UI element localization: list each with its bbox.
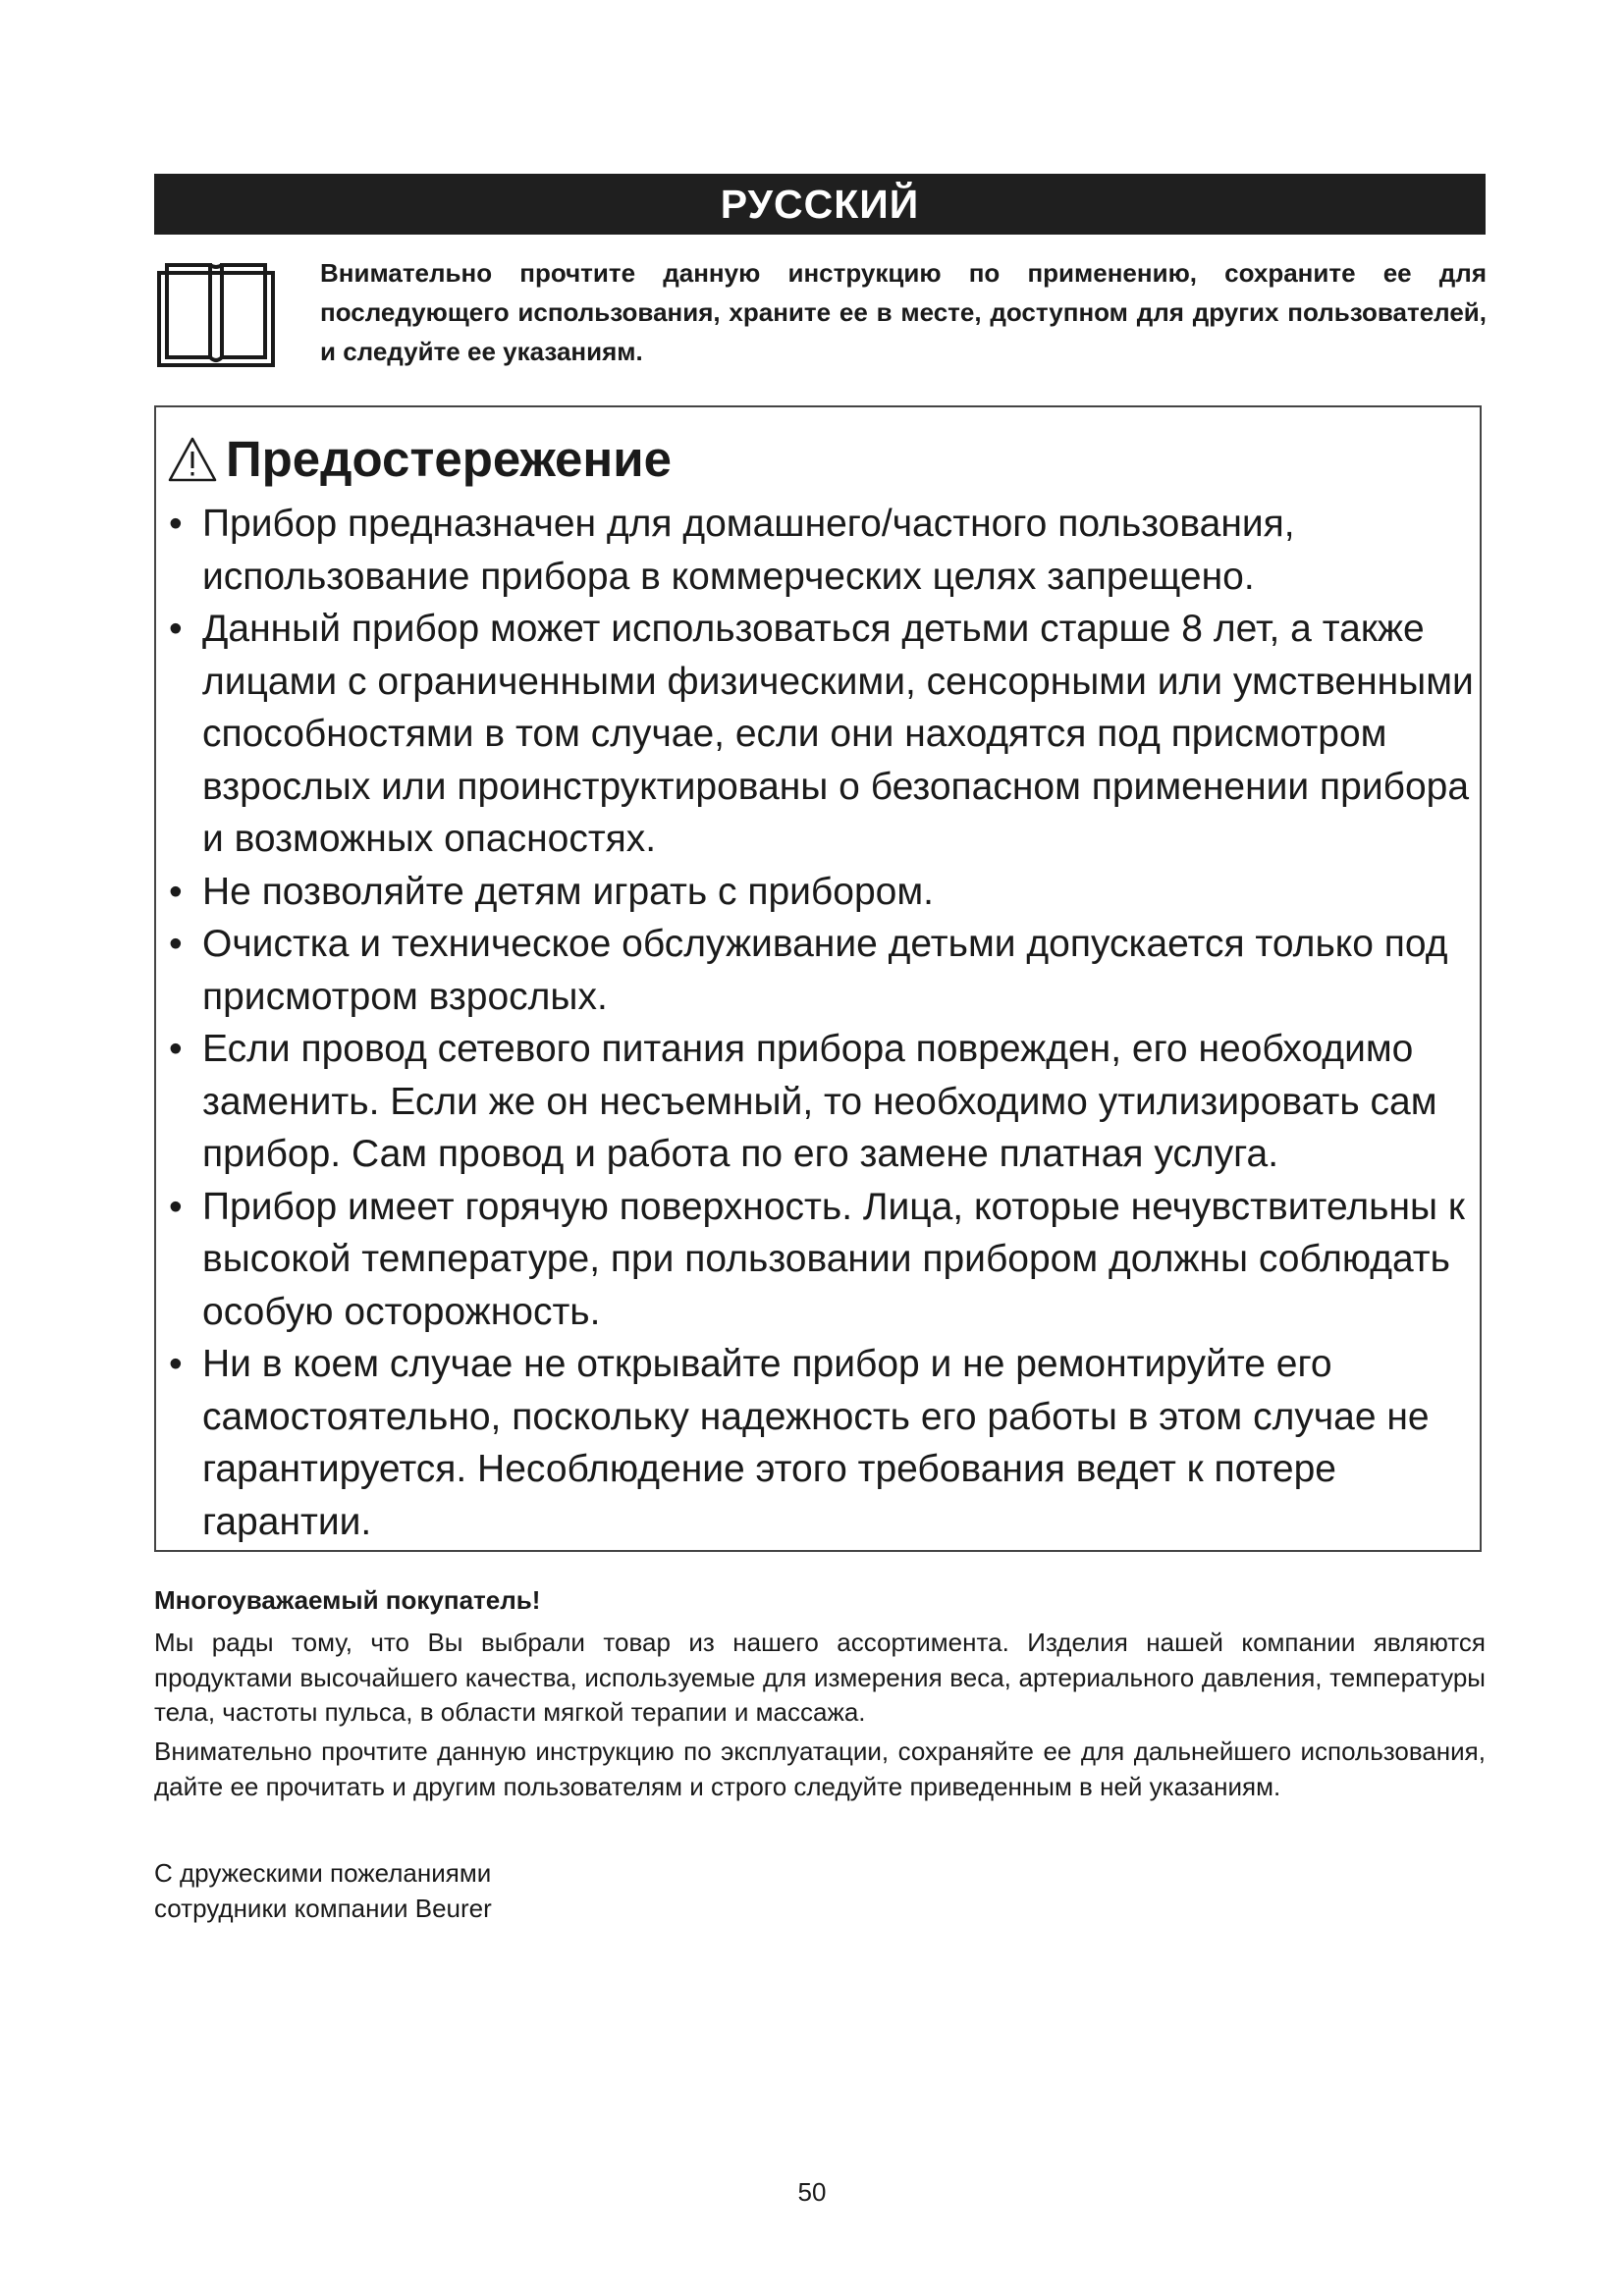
customer-paragraph-1: Мы рады тому, что Вы выбрали товар из нашего ассортимента. Изделия нашей компании являются продуктами высочайшего качества, используемые для измерения веса, артериального давления, температуры тела, частоты пульса, в области мягкой терапии и массажа. — [154, 1628, 1486, 1727]
warning-heading — [167, 430, 672, 489]
signoff — [154, 1855, 492, 1926]
language-header-bar — [154, 174, 1486, 235]
signoff-line-2: сотрудники компании Beurer — [154, 1894, 492, 1923]
warning-list — [167, 498, 1492, 1548]
customer-paragraph-2: Внимательно прочтите данную инструкцию по эксплуатации, сохраняйте ее для дальнейшего использования, дайте ее прочитать и другим пользователям и строго следуйте приведенным в ней указаниям. — [154, 1736, 1486, 1801]
page-number: 50 — [797, 2177, 827, 2207]
warning-item: • Прибор предназначен для домашнего/частного пользования, использование прибора в коммерческих целях запрещено. — [167, 498, 1492, 603]
warning-item: • Очистка и техническое обслуживание детьми допускается только под присмотром взрослых. — [167, 918, 1492, 1023]
customer-greeting: Многоуважаемый покупатель! — [154, 1585, 541, 1615]
language-label: РУССКИЙ — [720, 181, 920, 227]
warning-item: • Ни в коем случае не открывайте прибор и не ремонтируйте его самостоятельно, поскольку надежность его работы в этом случае не гарантируется. Несоблюдение этого требования ведет к потере гарантии. — [167, 1338, 1492, 1548]
warning-item: • Если провод сетевого питания прибора поврежден, его необходимо заменить. Если же он несъемный, то необходимо утилизировать сам прибор. Сам провод и работа по его замене платная услуга. — [167, 1023, 1492, 1181]
warning-item: • Данный прибор может использоваться детьми старше 8 лет, а также лицами с ограниченными физическими, сенсорными или умственными способностями в том случае, если они находятся под присмотром взрослых или проинструктированы о безопасном применении прибора и возможных опасностях. — [167, 603, 1492, 866]
warning-title: Предостережение — [226, 431, 672, 487]
intro-instruction-text: Внимательно прочтите данную инструкцию по применению, сохраните ее для последующего использования, храните ее в месте, доступном для других пользователей, и следуйте ее указаниям. — [320, 258, 1487, 366]
signoff-line-1: С дружескими пожеланиями — [154, 1858, 492, 1888]
warning-triangle-icon — [167, 436, 218, 483]
warning-item: • Не позволяйте детям играть с прибором. — [167, 866, 1492, 919]
book-icon — [157, 261, 275, 367]
warning-item: • Прибор имеет горячую поверхность. Лица, которые нечувствительны к высокой температуре, при пользовании прибором должны соблюдать особую осторожность. — [167, 1181, 1492, 1339]
